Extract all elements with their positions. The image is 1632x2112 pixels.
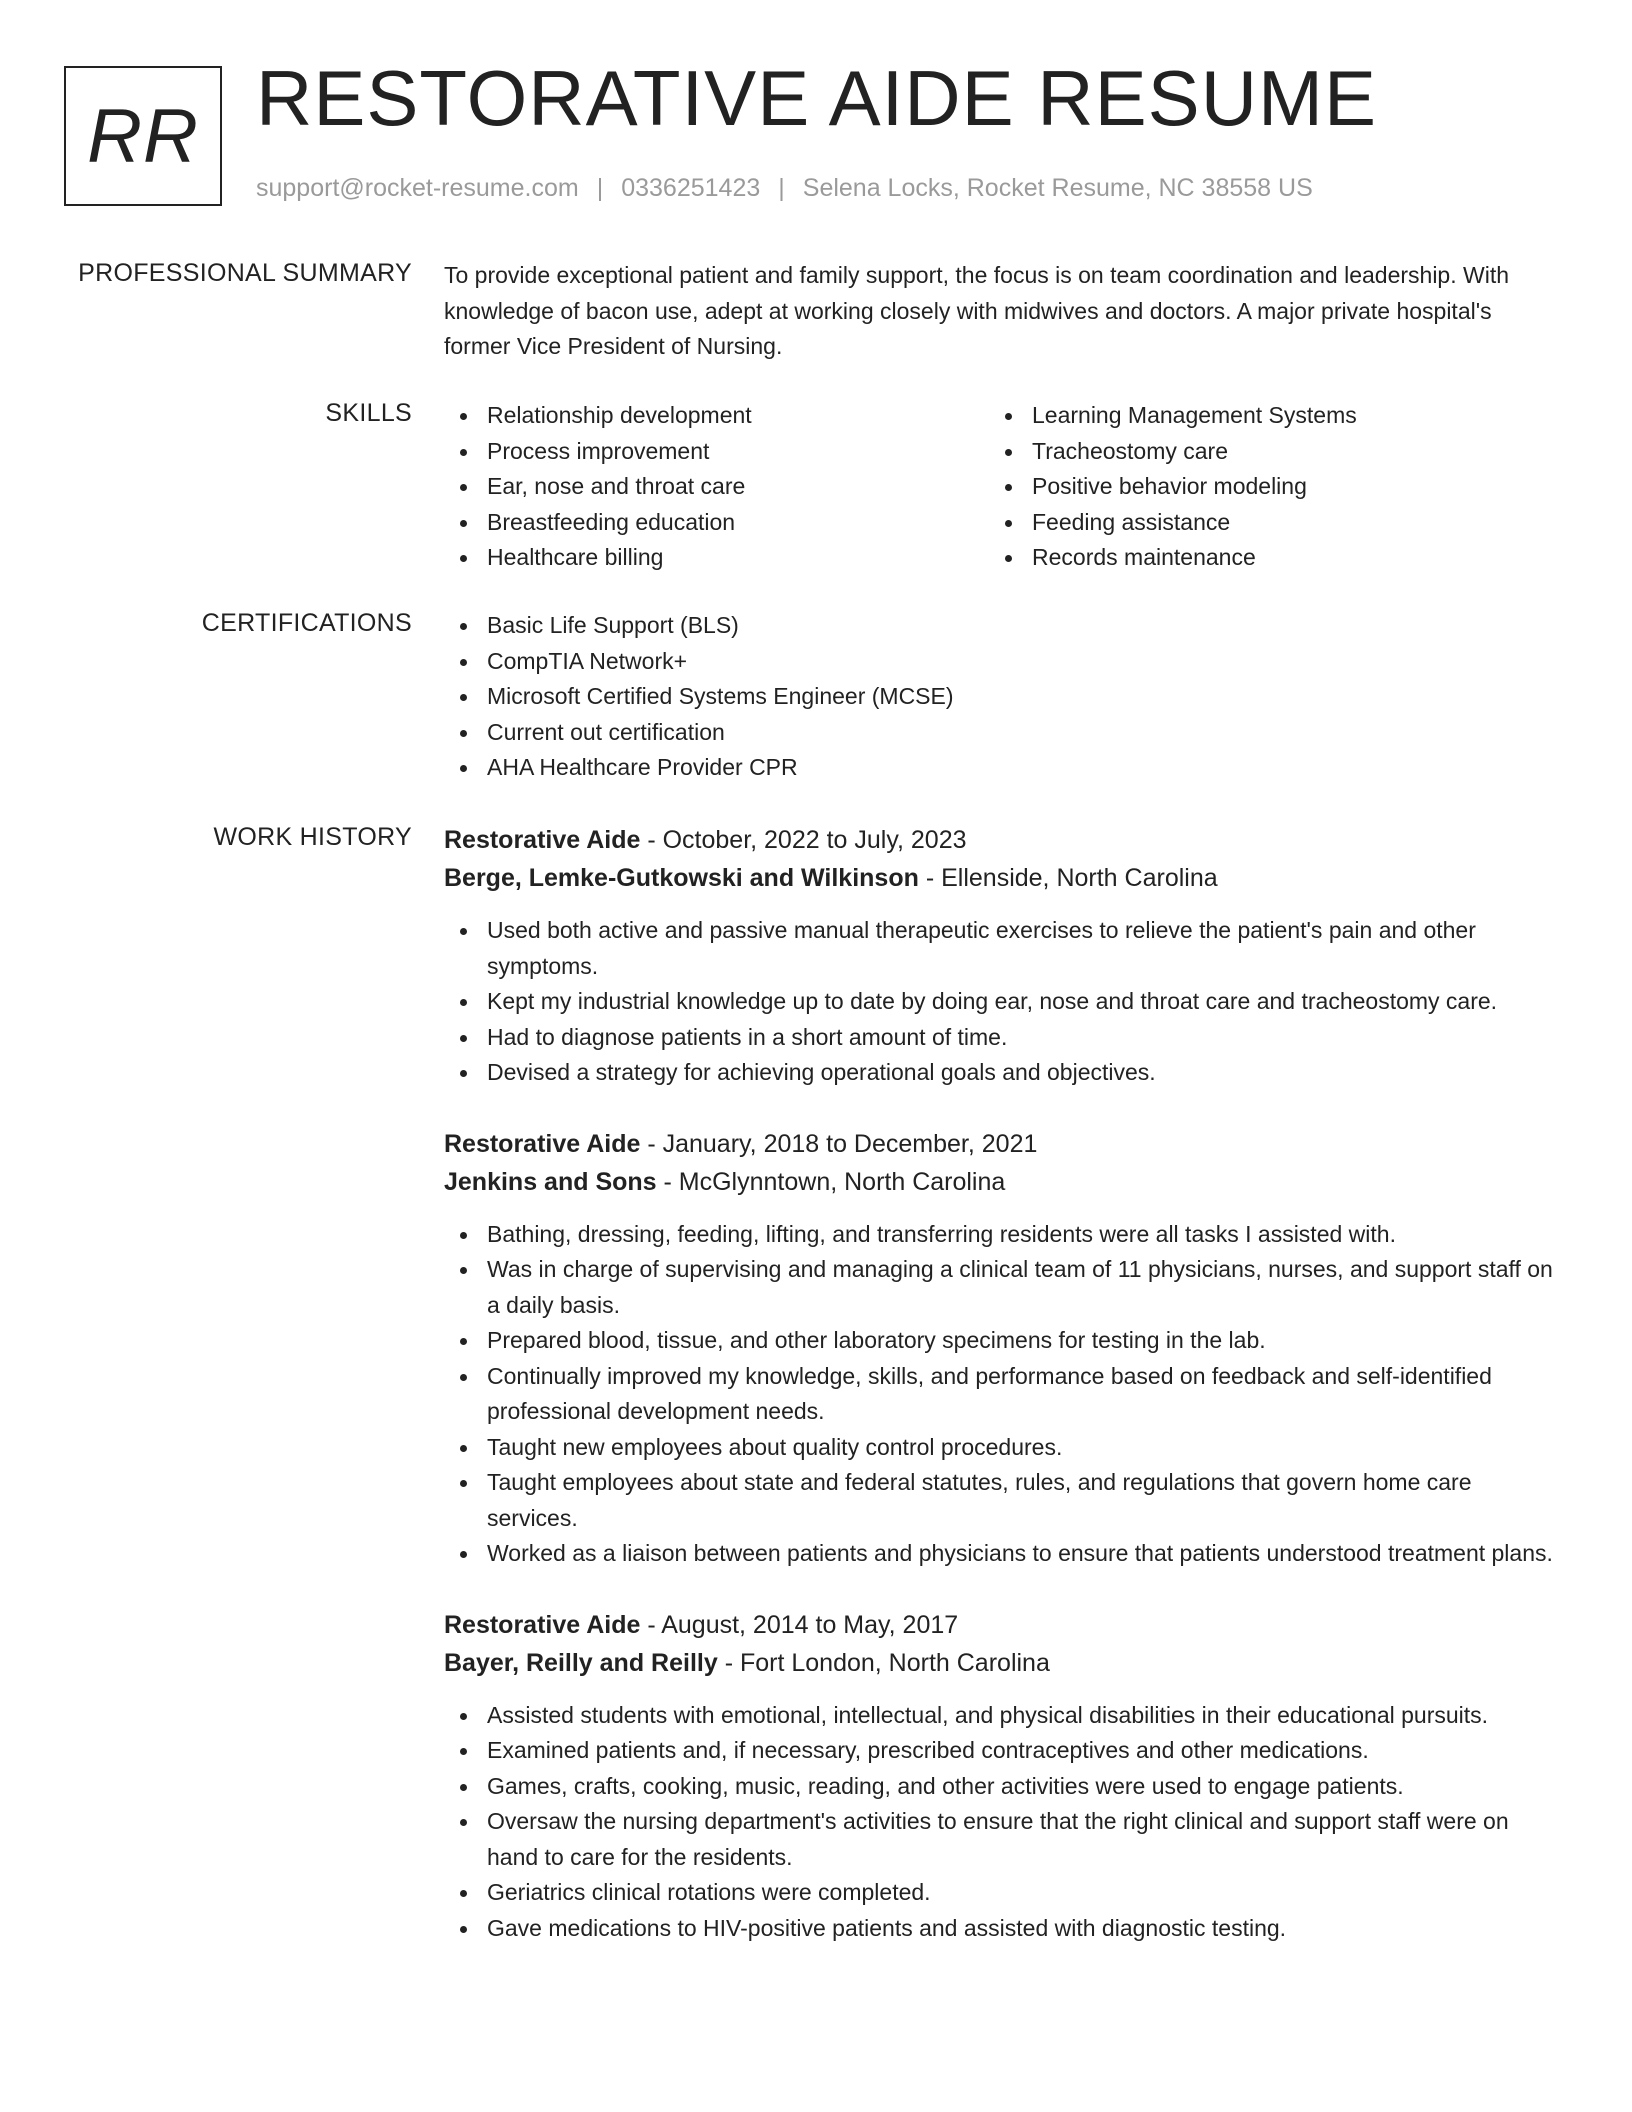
skills-list-left bbox=[444, 398, 989, 576]
list-item: Assisted students with emotional, intellectual, and physical disabilities in their educational pursuits. bbox=[444, 1698, 1554, 1734]
list-item: Learning Management Systems bbox=[989, 398, 1534, 434]
certifications-list bbox=[444, 608, 1554, 786]
job-dates: - January, 2018 to December, 2021 bbox=[640, 1129, 1038, 1158]
summary-text: To provide exceptional patient and family support, the focus is on team coordination and leadership. With knowledge of bacon use, adept at working closely with midwives and doctors. A major private hospital's former Vice President of Nursing. bbox=[444, 262, 1510, 359]
job-dates: - August, 2014 to May, 2017 bbox=[640, 1610, 959, 1639]
list-item: Process improvement bbox=[444, 434, 989, 470]
job-title-line bbox=[444, 1606, 1554, 1644]
list-item: Gave medications to HIV-positive patients and assisted with diagnostic testing. bbox=[444, 1911, 1554, 1947]
list-item: Used both active and passive manual therapeutic exercises to relieve the patient's pain and other symptoms. bbox=[444, 913, 1554, 984]
job-entry bbox=[444, 821, 1554, 1091]
contact-address: Selena Locks, Rocket Resume, NC 38558 US bbox=[802, 174, 1313, 202]
job-title: Restorative Aide bbox=[444, 826, 641, 854]
job-title: Restorative Aide bbox=[444, 1129, 641, 1158]
job-location: - Fort London, North Carolina bbox=[717, 1648, 1050, 1677]
list-item: Positive behavior modeling bbox=[989, 469, 1534, 505]
job-title-line bbox=[444, 821, 1554, 859]
list-item: Kept my industrial knowledge up to date by doing ear, nose and throat care and tracheostomy care. bbox=[444, 984, 1554, 1020]
contact-separator: | bbox=[596, 174, 604, 202]
contact-line bbox=[256, 174, 1313, 203]
list-item: Ear, nose and throat care bbox=[444, 469, 989, 505]
job-duties-list bbox=[444, 913, 1554, 1091]
summary-body bbox=[444, 258, 1554, 365]
list-item: Microsoft Certified Systems Engineer (MCSE) bbox=[444, 679, 1554, 715]
job-entry bbox=[444, 1606, 1554, 1947]
list-item: Feeding assistance bbox=[989, 505, 1534, 541]
list-item: CompTIA Network+ bbox=[444, 644, 1554, 680]
list-item: Current out certification bbox=[444, 715, 1554, 751]
skills-list-right bbox=[989, 398, 1534, 576]
monogram-badge bbox=[64, 66, 222, 206]
section-heading-work-history: WORK HISTORY bbox=[213, 823, 412, 851]
job-dates: - October, 2022 to July, 2023 bbox=[640, 826, 967, 854]
job-title-line bbox=[444, 1125, 1554, 1163]
job-company: Jenkins and Sons bbox=[444, 1167, 657, 1196]
list-item: Examined patients and, if necessary, prescribed contraceptives and other medications. bbox=[444, 1733, 1554, 1769]
job-location: - Ellenside, North Carolina bbox=[918, 864, 1218, 892]
job-company: Bayer, Reilly and Reilly bbox=[444, 1648, 718, 1677]
list-item: Was in charge of supervising and managing a clinical team of 11 physicians, nurses, and support staff on a daily basis. bbox=[444, 1252, 1554, 1323]
list-item: Worked as a liaison between patients and physicians to ensure that patients understood treatment plans. bbox=[444, 1536, 1554, 1572]
list-item: Devised a strategy for achieving operational goals and objectives. bbox=[444, 1055, 1554, 1091]
job-company-line bbox=[444, 859, 1554, 897]
work-history-body bbox=[444, 821, 1554, 1980]
job-location: - McGlynntown, North Carolina bbox=[656, 1167, 1006, 1196]
list-item: Had to diagnose patients in a short amount of time. bbox=[444, 1020, 1554, 1056]
list-item: Taught employees about state and federal statutes, rules, and regulations that govern home care services. bbox=[444, 1465, 1554, 1536]
list-item: Healthcare billing bbox=[444, 540, 989, 576]
list-item: Basic Life Support (BLS) bbox=[444, 608, 1554, 644]
list-item: Continually improved my knowledge, skills, and performance based on feedback and self-identified professional development needs. bbox=[444, 1359, 1554, 1430]
list-item: Geriatrics clinical rotations were completed. bbox=[444, 1875, 1554, 1911]
job-company: Berge, Lemke-Gutkowski and Wilkinson bbox=[444, 864, 919, 892]
list-item: Oversaw the nursing department's activities to ensure that the right clinical and support staff were on hand to care for the residents. bbox=[444, 1804, 1554, 1875]
job-company-line bbox=[444, 1163, 1554, 1201]
job-company-line bbox=[444, 1644, 1554, 1682]
certifications-body bbox=[444, 608, 1554, 786]
contact-phone[interactable]: 0336251423 bbox=[621, 174, 761, 202]
contact-separator: | bbox=[778, 174, 785, 202]
list-item: Bathing, dressing, feeding, lifting, and transferring residents were all tasks I assisted with. bbox=[444, 1217, 1554, 1253]
list-item: Records maintenance bbox=[989, 540, 1534, 576]
monogram-text: RR bbox=[87, 93, 199, 179]
list-item: Prepared blood, tissue, and other laboratory specimens for testing in the lab. bbox=[444, 1323, 1554, 1359]
job-entry bbox=[444, 1125, 1554, 1572]
contact-email[interactable]: support@rocket-resume.com bbox=[256, 174, 579, 202]
list-item: Tracheostomy care bbox=[989, 434, 1534, 470]
section-heading-certifications: CERTIFICATIONS bbox=[201, 609, 412, 637]
list-item: Taught new employees about quality control procedures. bbox=[444, 1430, 1554, 1466]
job-duties-list bbox=[444, 1217, 1554, 1572]
list-item: Games, crafts, cooking, music, reading, and other activities were used to engage patients. bbox=[444, 1769, 1554, 1805]
list-item: Breastfeeding education bbox=[444, 505, 989, 541]
job-duties-list bbox=[444, 1698, 1554, 1947]
page-title: RESTORATIVE AIDE RESUME bbox=[256, 54, 1378, 142]
section-heading-skills: SKILLS bbox=[325, 399, 412, 427]
skills-body bbox=[444, 398, 1554, 576]
list-item: Relationship development bbox=[444, 398, 989, 434]
job-title: Restorative Aide bbox=[444, 1610, 641, 1639]
section-heading-summary: PROFESSIONAL SUMMARY bbox=[78, 259, 412, 287]
list-item: AHA Healthcare Provider CPR bbox=[444, 750, 1554, 786]
